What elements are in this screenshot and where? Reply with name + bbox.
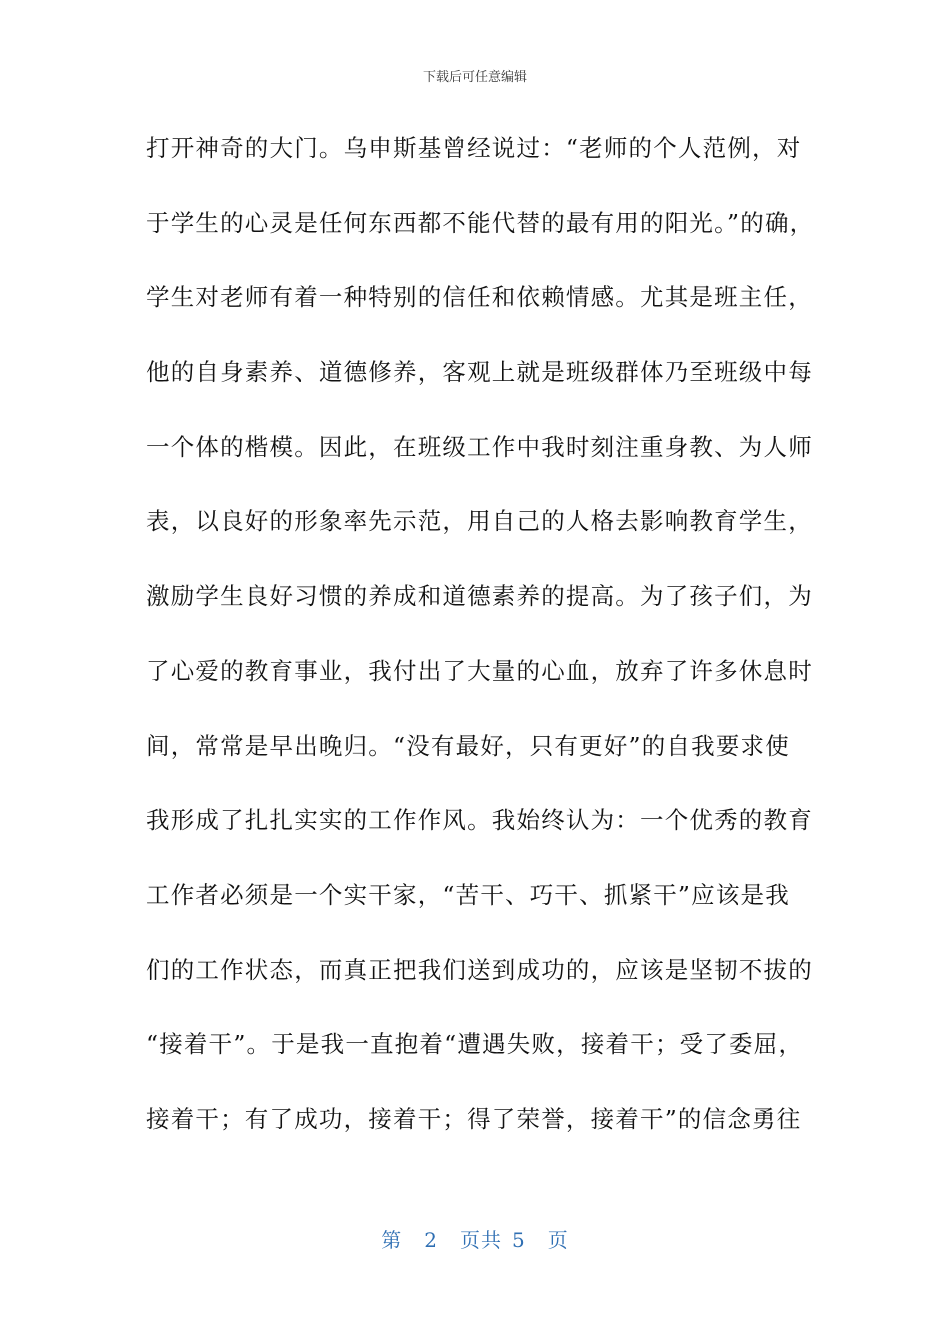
- document-body: [146, 128, 826, 1174]
- text-line: 他的自身素养、道德修养，客观上就是班级群体乃至班级中每: [146, 358, 813, 387]
- text-line: 了心爱的教育事业，我付出了大量的心血，放弃了许多休息时: [146, 656, 813, 685]
- text-line: 们的工作状态，而真正把我们送到成功的，应该是坚韧不拔的: [146, 955, 813, 984]
- text-line: “接着干”。于是我一直抱着“遭遇失败，接着干；受了委屈，: [146, 1030, 804, 1059]
- text-line: 接着干；有了成功，接着干；得了荣誉，接着干”的信念勇往: [146, 1104, 802, 1133]
- page-number-footer: [0, 1224, 950, 1253]
- text-line: 于学生的心灵是任何东西都不能代替的最有用的阳光。”的确，: [146, 208, 815, 237]
- current-page-number: 2: [424, 1228, 438, 1252]
- page-suffix: 页: [547, 1228, 569, 1252]
- text-line: 我形成了扎扎实实的工作作风。我始终认为：一个优秀的教育: [146, 806, 813, 835]
- text-line: 间，常常是早出晚归。“没有最好，只有更好”的自我要求使: [146, 731, 790, 760]
- page-prefix: 第: [381, 1228, 403, 1252]
- page-header: 下载后可任意编辑: [422, 70, 527, 85]
- total-pages-number: 5: [512, 1228, 526, 1252]
- text-line: 一个体的楷模。因此，在班级工作中我时刻注重身教、为人师: [146, 432, 813, 461]
- text-line: 打开神奇的大门。乌申斯基曾经说过：“老师的个人范例，对: [146, 134, 802, 162]
- text-line: 工作者必须是一个实干家，“苦干、巧干、抓紧干”应该是我: [146, 880, 790, 909]
- text-line: 学生对老师有着一种特别的信任和依赖情感。尤其是班主任，: [146, 283, 813, 312]
- text-line: 激励学生良好习惯的养成和道德素养的提高。为了孩子们，为: [146, 582, 813, 611]
- text-line: 表，以良好的形象率先示范，用自己的人格去影响教育学生，: [146, 507, 813, 536]
- page-mid: 页共: [460, 1228, 502, 1252]
